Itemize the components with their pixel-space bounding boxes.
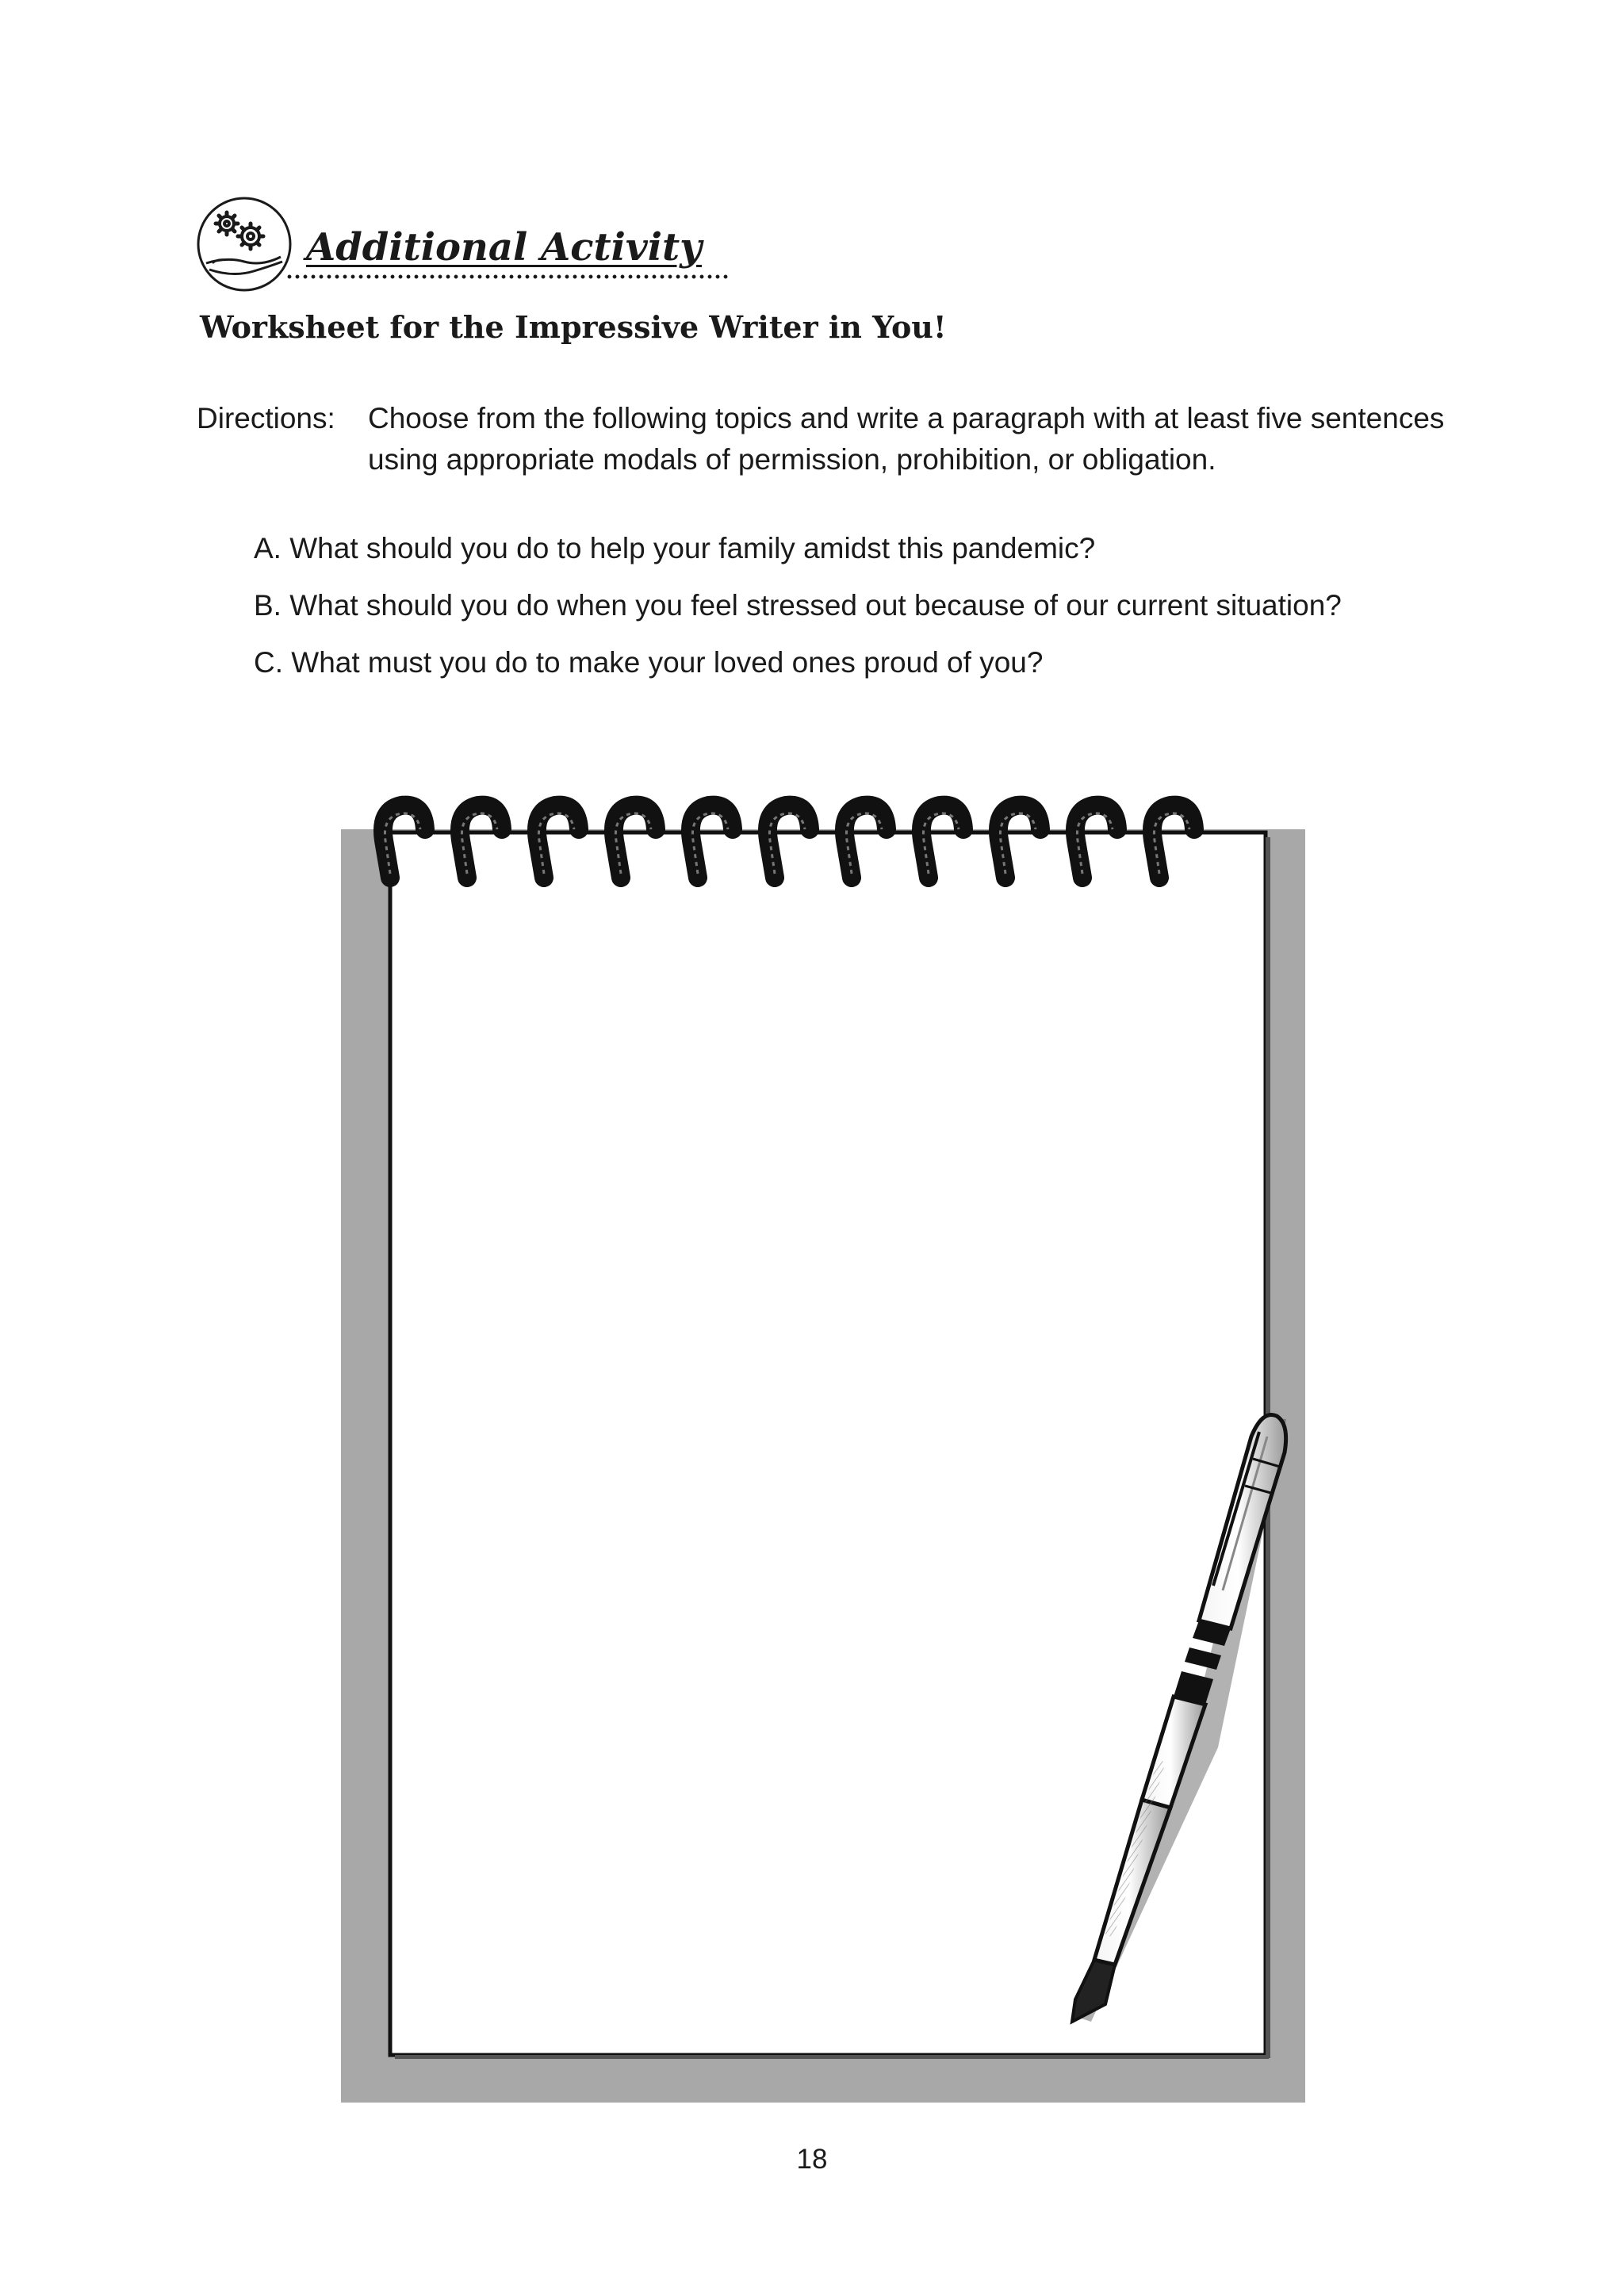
- worksheet-subtitle: Worksheet for the Impressive Writer in You!: [200, 309, 947, 345]
- directions-label: Directions:: [197, 402, 335, 434]
- page-number: 18: [796, 2144, 828, 2175]
- topic-item: A. What should you do to help your family amidst this pandemic?: [254, 532, 1096, 564]
- notebook-illustration: [341, 761, 1388, 2109]
- topic-item: B. What should you do when you feel stressed out because of our current situation?: [254, 589, 1342, 622]
- directions-text: Choose from the following topics and write a paragraph with at least five sentences using appropriate modals of permission, prohibition, or obligation.: [368, 402, 1445, 476]
- topic-item: C. What must you do to make your loved ones proud of you?: [254, 646, 1044, 679]
- title-dotted-underline: [285, 274, 730, 279]
- section-title: Additional Activity: [306, 225, 703, 270]
- topic-list: [254, 528, 1342, 699]
- gears-in-hand-icon: [195, 195, 293, 293]
